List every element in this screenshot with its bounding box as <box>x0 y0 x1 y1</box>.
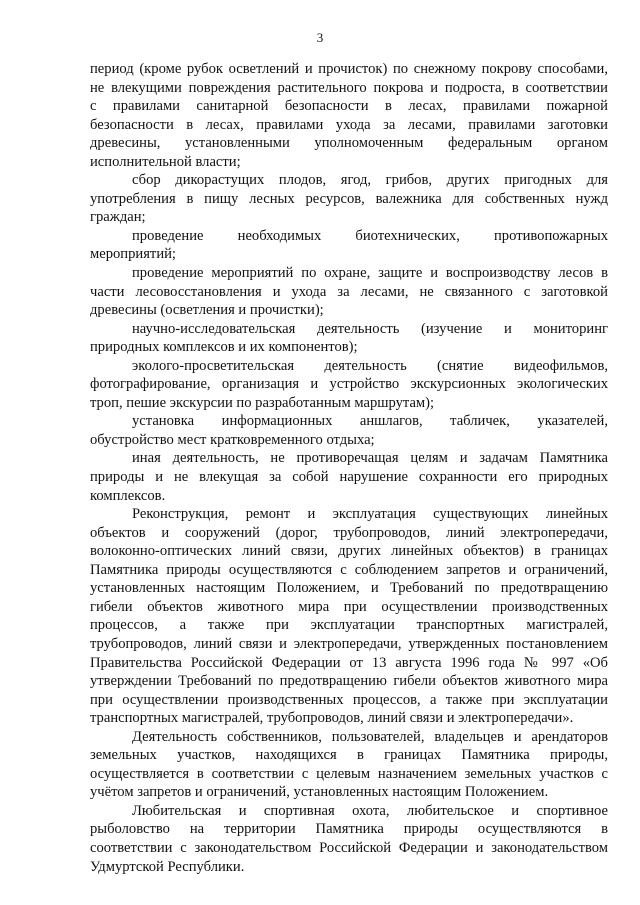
text-line: период (кроме рубок осветлений и прочисток) по снежному покрову способами, <box>90 61 608 77</box>
paragraph <box>90 171 608 227</box>
paragraph <box>90 449 608 505</box>
text-line: троп, пешие экскурсии по разработанным маршрутам); <box>90 394 435 411</box>
text-line: объектов и сооружений (дорог, трубопроводов, линий электропередачи, <box>90 524 608 541</box>
paragraph <box>90 357 608 413</box>
text-line: учётом запретов и ограничений, установленных настоящим Положением. <box>90 784 549 801</box>
text-line: научно-исследовательская деятельность (изучение и мониторинг <box>132 320 608 337</box>
text-line: безопасности в лесах, правилами ухода за лесами, правилами заготовки <box>90 116 608 133</box>
paragraph <box>90 320 608 357</box>
text-line: иная деятельность, не противоречащая целям и задачам Памятника <box>132 450 608 467</box>
text-line: волоконно-оптических линий связи, других линейных объектов) в границах <box>90 543 608 560</box>
paragraph <box>90 60 608 171</box>
text-line: установка информационных аншлагов, табличек, указателей, <box>132 413 608 430</box>
text-line: фотографирование, организация и устройство экскурсионных экологических <box>90 376 608 393</box>
paragraph <box>90 264 608 320</box>
text-line: не влекущими повреждения растительного покрова и подроста, в соответствии <box>90 79 608 96</box>
text-line: сбор дикорастущих плодов, ягод, грибов, других пригодных для <box>132 172 608 189</box>
paragraph <box>90 505 608 728</box>
text-line: части лесовосстановления и ухода за лесами, не связанного с заготовкой <box>90 283 608 300</box>
text-line: процессов, а также при эксплуатации транспортных магистралей, <box>90 617 608 634</box>
text-line: древесины, установленными уполномоченным федеральным органом <box>90 135 608 152</box>
text-line: с правилами санитарной безопасности в лесах, правилами пожарной <box>90 98 608 115</box>
text-line: проведение мероприятий по охране, защите и воспроизводству лесов в <box>132 265 608 282</box>
text-line: Памятника природы осуществляются с соблюдением запретов и ограничений, <box>90 561 608 578</box>
text-line: проведение необходимых биотехнических, противопожарных <box>132 227 608 244</box>
text-line: комплексов. <box>90 487 166 504</box>
text-line: граждан; <box>90 209 146 226</box>
text-line: Деятельность собственников, пользователей, владельцев и арендаторов <box>132 728 608 745</box>
text-line: Любительская и спортивная охота, любительское и спортивное <box>132 802 608 819</box>
text-line: природы и не влекущая за собой нарушение сохранности его природных <box>90 469 608 486</box>
text-line: мероприятий; <box>90 246 176 263</box>
text-line: гибели объектов животного мира при осуществлении производственных <box>90 598 608 615</box>
document-body <box>90 60 608 876</box>
text-line: Правительства Российской Федерации от 13 августа 1996 года № 997 «Об <box>90 654 608 671</box>
text-line: при осуществлении производственных процессов, а также при эксплуатации <box>90 691 608 708</box>
text-line: Реконструкция, ремонт и эксплуатация существующих линейных <box>132 506 608 523</box>
text-line: эколого-просветительская деятельность (снятие видеофильмов, <box>132 357 608 374</box>
paragraph <box>90 412 608 449</box>
text-line: исполнительной власти; <box>90 153 241 170</box>
text-line: земельных участков, находящихся в границах Памятника природы, <box>90 747 608 764</box>
text-line: древесины (осветления и прочистки); <box>90 302 324 319</box>
text-line: обустройство мест кратковременного отдыха; <box>90 431 375 448</box>
text-line: Удмуртской Республики. <box>90 858 245 875</box>
text-line: установленных настоящим Положением, и Требований по предотвращению <box>90 580 608 597</box>
paragraph <box>90 802 608 876</box>
text-line: употребления в пищу лесных ресурсов, валежника для собственных нужд <box>90 190 608 207</box>
text-line: трубопроводов, линий связи и электропередачи, утвержденных постановлением <box>90 635 608 652</box>
text-line: соответствии с законодательством Российской Федерации и законодательством <box>90 839 608 856</box>
text-line: осуществляется в соответствии с целевым назначением земельных участков с <box>90 765 608 782</box>
text-line: природных комплексов и их компонентов); <box>90 339 358 356</box>
page-number: 3 <box>316 30 324 45</box>
paragraph <box>90 728 608 802</box>
paragraph <box>90 227 608 264</box>
text-line: утверждении Требований по предотвращению гибели объектов животного мира <box>90 673 608 690</box>
text-line: транспортных магистралей, трубопроводов, линий связи и электропередачи». <box>90 710 574 727</box>
text-line: рыболовство на территории Памятника природы осуществляются в <box>90 821 608 838</box>
